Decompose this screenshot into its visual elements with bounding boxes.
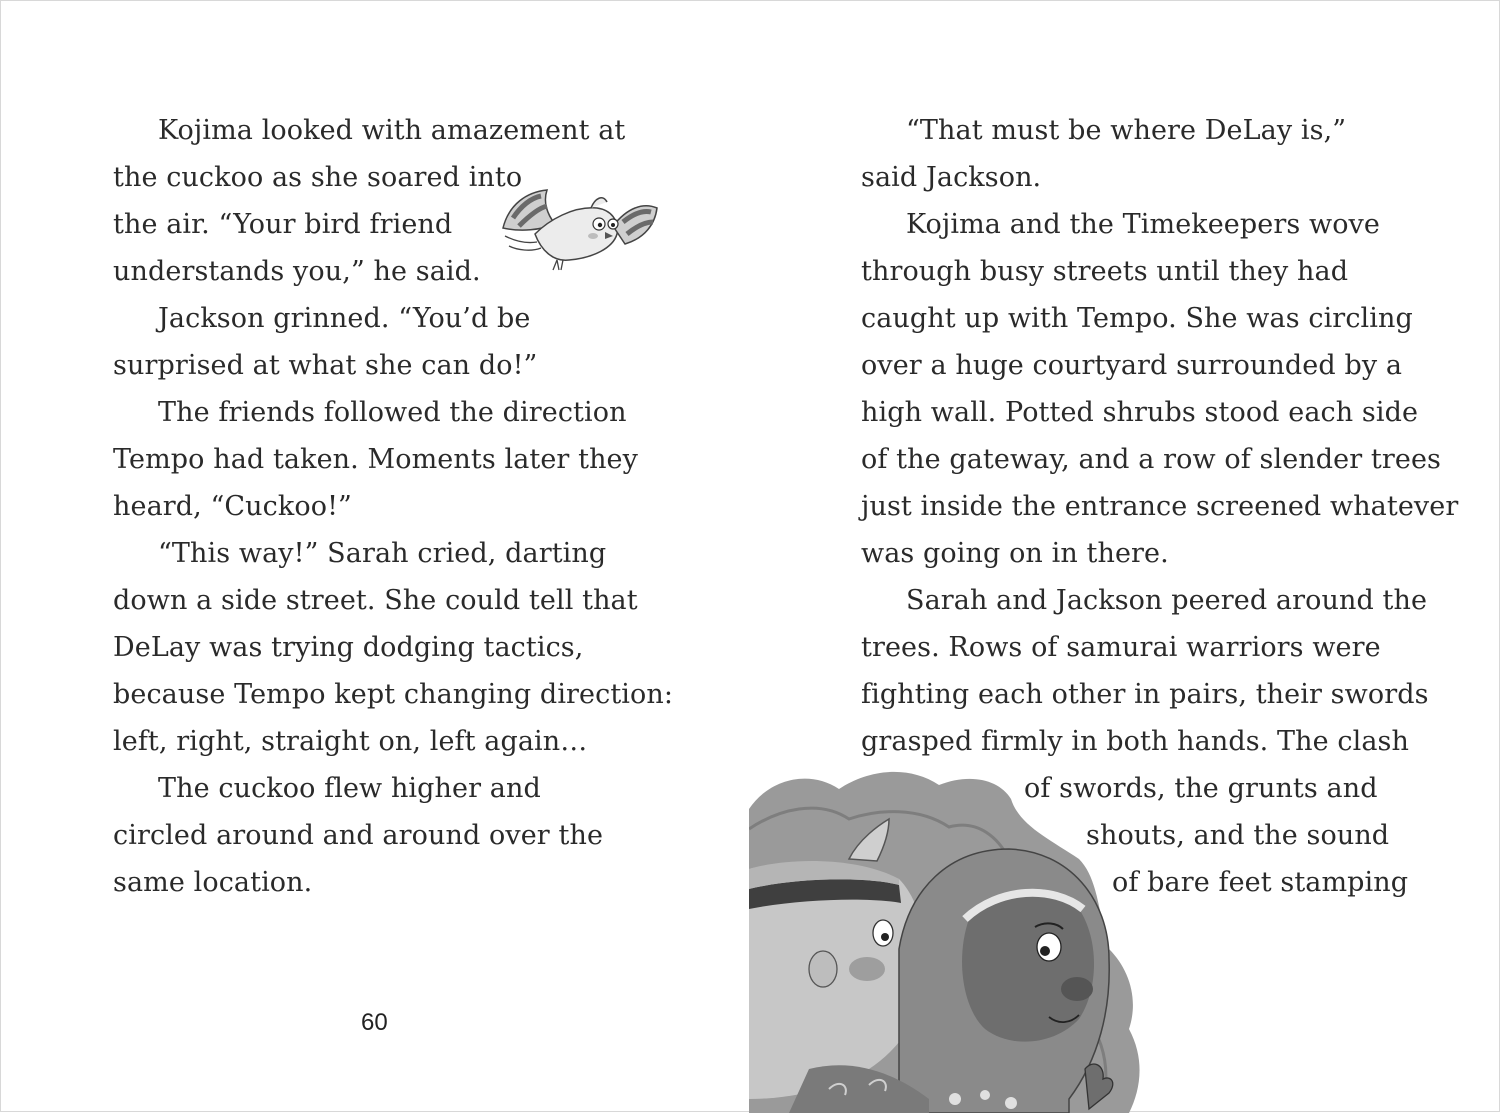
left-line-14: left, right, straight on, left again… <box>113 726 588 757</box>
left-line-10: “This way!” Sarah cried, darting <box>158 538 607 569</box>
left-line-4: understands you,” he said. <box>113 256 481 287</box>
left-line-1: Kojima looked with amazement at <box>158 115 626 146</box>
right-line-13: fighting each other in pairs, their swords <box>861 679 1429 710</box>
right-line-15: of swords, the grunts and <box>1024 773 1378 804</box>
left-line-13: because Tempo kept changing direction: <box>113 679 674 710</box>
right-line-4: through busy streets until they had <box>861 256 1349 287</box>
left-line-16: circled around and around over the <box>113 820 604 851</box>
right-line-8: of the gateway, and a row of slender trees <box>861 444 1441 475</box>
right-line-6: over a huge courtyard surrounded by a <box>861 350 1403 381</box>
right-line-9: just inside the entrance screened whatever <box>861 491 1459 522</box>
left-line-11: down a side street. She could tell that <box>113 585 638 616</box>
left-line-6: surprised at what she can do!” <box>113 350 538 381</box>
right-line-16: shouts, and the sound <box>1086 820 1390 851</box>
cuckoo-bird-illustration <box>495 184 665 276</box>
page-number: 60 <box>361 1009 388 1036</box>
left-line-17: same location. <box>113 867 313 898</box>
left-line-5: Jackson grinned. “You’d be <box>158 303 531 334</box>
right-line-17: of bare feet stamping <box>1112 867 1409 898</box>
left-line-12: DeLay was trying dodging tactics, <box>113 632 584 663</box>
right-line-5: caught up with Tempo. She was circling <box>861 303 1413 334</box>
left-line-15: The cuckoo flew higher and <box>158 773 541 804</box>
left-line-7: The friends followed the direction <box>158 397 627 428</box>
left-line-2: the cuckoo as she soared into <box>113 162 523 193</box>
right-line-11: Sarah and Jackson peered around the <box>906 585 1428 616</box>
right-line-14: grasped firmly in both hands. The clash <box>861 726 1409 757</box>
left-line-3: the air. “Your bird friend <box>113 209 453 240</box>
right-line-12: trees. Rows of samurai warriors were <box>861 632 1381 663</box>
right-line-3: Kojima and the Timekeepers wove <box>906 209 1380 240</box>
right-line-2: said Jackson. <box>861 162 1042 193</box>
left-line-8: Tempo had taken. Moments later they <box>113 444 638 475</box>
right-line-1: “That must be where DeLay is,” <box>906 115 1347 146</box>
left-line-9: heard, “Cuckoo!” <box>113 491 352 522</box>
children-peering-illustration <box>749 769 1500 1113</box>
right-line-7: high wall. Potted shrubs stood each side <box>861 397 1419 428</box>
right-line-10: was going on in there. <box>861 538 1169 569</box>
